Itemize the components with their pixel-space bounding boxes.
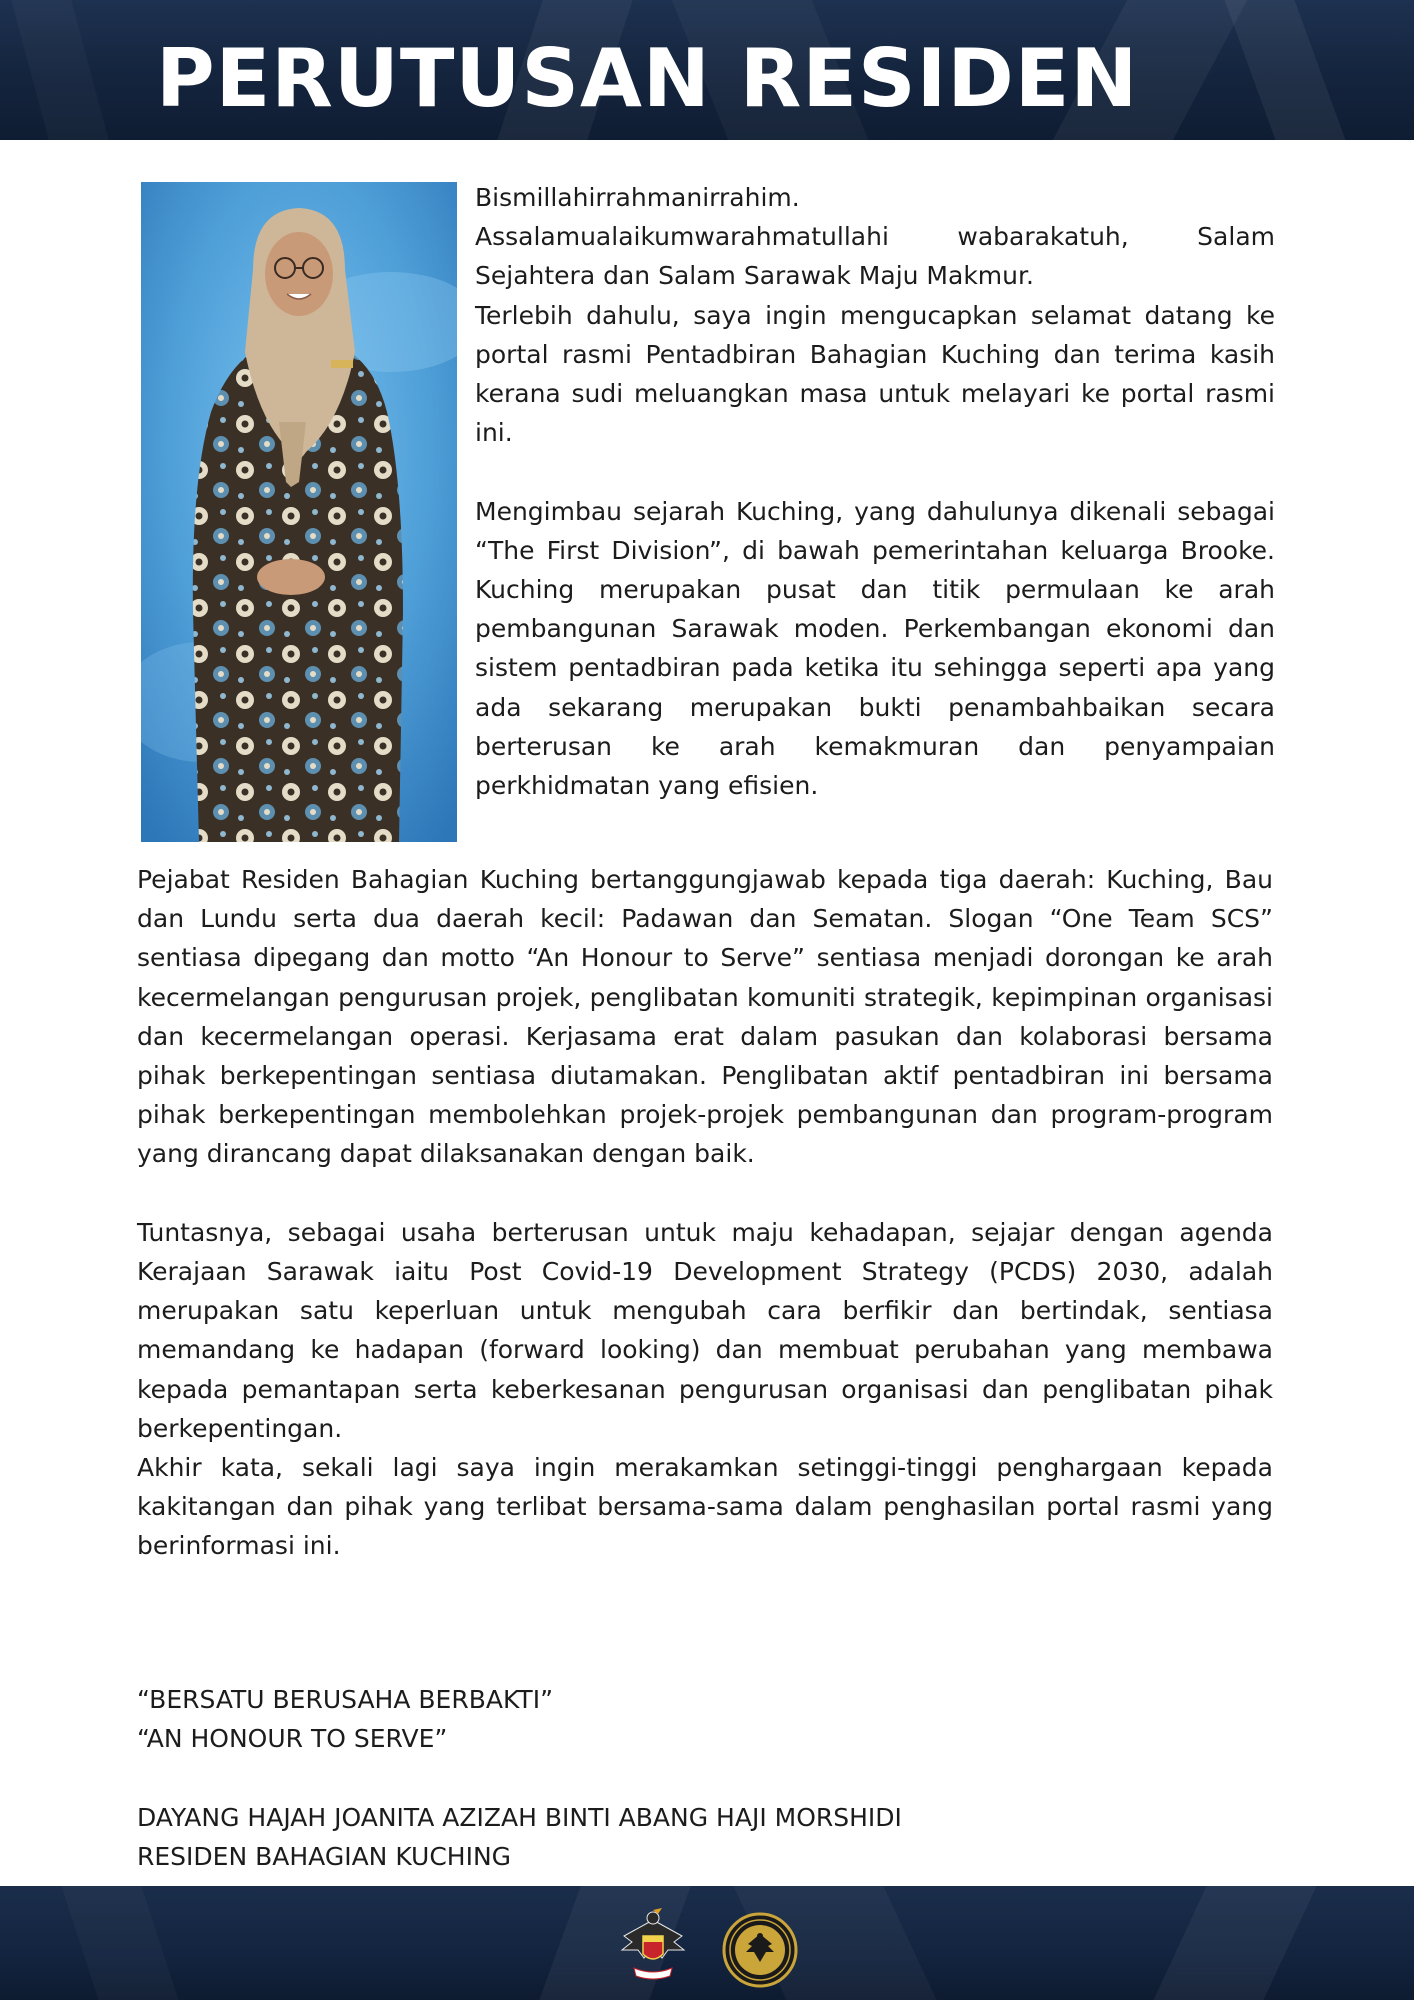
strategy-paragraph: Tuntasnya, sebagai usaha berterusan untuk maju kehadapan, sejajar dengan agenda Kerajaan Sarawak iaitu Post Covid-19 Development Strategy (PCDS) 2030, adalah merupakan satu keperluan untuk mengubah cara berfikir dan bertindak, sentiasa memandang ke hadapan (forward looking) dan membuat perubahan yang membawa kepada pemantapan serta keberkesanan pengurusan organisasi dan penglibatan pihak berkepentingan. [137, 1217, 1273, 1443]
salutation-paragraph: Assalamualaikumwarahmatullahi wabarakatuh, Salam Sejahtera dan Salam Sarawak Maju Makmur. [475, 222, 1275, 291]
banner-texture [1225, 0, 1346, 140]
signatory-name: DAYANG HAJAH JOANITA AZIZAH BINTI ABANG HAJI MORSHIDI [137, 1802, 902, 1832]
history-paragraph: Mengimbau sejarah Kuching, yang dahulunya dikenali sebagai “The First Division”, di bawah pemerintahan keluarga Brooke. Kuching merupakan pusat dan titik permulaan ke arah pembangunan Sarawak moden. Perkembangan ekonomi dan sistem pentadbiran pada ketika itu sehingga seperti apa yang ada sekarang merupakan bukti penambahbaikan secara berterusan ke arah kemakmuran dan penyampaian perkhidmatan yang efisien. [475, 496, 1275, 801]
closing-block [137, 1680, 1273, 1876]
greeting-paragraph: Bismillahirrahmanirrahim. [475, 183, 800, 212]
motto-malay: “BERSATU BERUSAHA BERBAKTI” [137, 1685, 554, 1714]
appreciation-paragraph: Akhir kata, sekali lagi saya ingin merakamkan setinggi-tinggi penghargaan kepada kakitangan dan pihak yang terlibat bersama-sama dalam penghasilan portal rasmi yang berinformasi ini. [137, 1453, 1273, 1561]
intro-text-block [475, 178, 1275, 805]
page-title: PERUTUSAN RESIDEN [156, 32, 1139, 125]
responsibility-paragraph: Pejabat Residen Bahagian Kuching bertanggungjawab kepada tiga daerah: Kuching, Bau dan Lundu serta dua daerah kecil: Padawan dan Sematan. Slogan “One Team SCS” sentiasa dipegang dan motto “An Honour to Serve” sentiasa menjadi dorongan ke arah kecermelangan pengurusan projek, penglibatan komuniti strategik, kepimpinan organisasi dan kecermelangan operasi. Kerjasama erat dalam pasukan dan kolaborasi bersama pihak berkepentingan sentiasa diutamakan. Penglibatan aktif pentadbiran ini bersama pihak berkepentingan membolehkan projek-projek pembangunan dan program-program yang dirancang dapat dilaksanakan dengan baik. [137, 865, 1273, 1169]
resident-office-seal-icon [722, 1912, 798, 1988]
welcome-paragraph: Terlebih dahulu, saya ingin mengucapkan selamat datang ke portal rasmi Pentadbiran Bahagian Kuching dan terima kasih kerana sudi meluangkan masa untuk melayari ke portal rasmi ini. [475, 300, 1275, 448]
footer-banner [0, 1886, 1414, 2000]
banner-texture [11, 0, 109, 140]
sarawak-coat-of-arms-icon [618, 1906, 688, 1984]
resident-portrait-photo [141, 182, 457, 842]
banner-texture [1153, 1886, 1316, 2000]
motto-english: “AN HONOUR TO SERVE” [137, 1724, 448, 1754]
banner-texture [61, 1886, 178, 2000]
signatory-title: RESIDEN BAHAGIAN KUCHING [137, 1841, 512, 1871]
body-text-block [137, 860, 1273, 1566]
header-banner [0, 0, 1414, 140]
